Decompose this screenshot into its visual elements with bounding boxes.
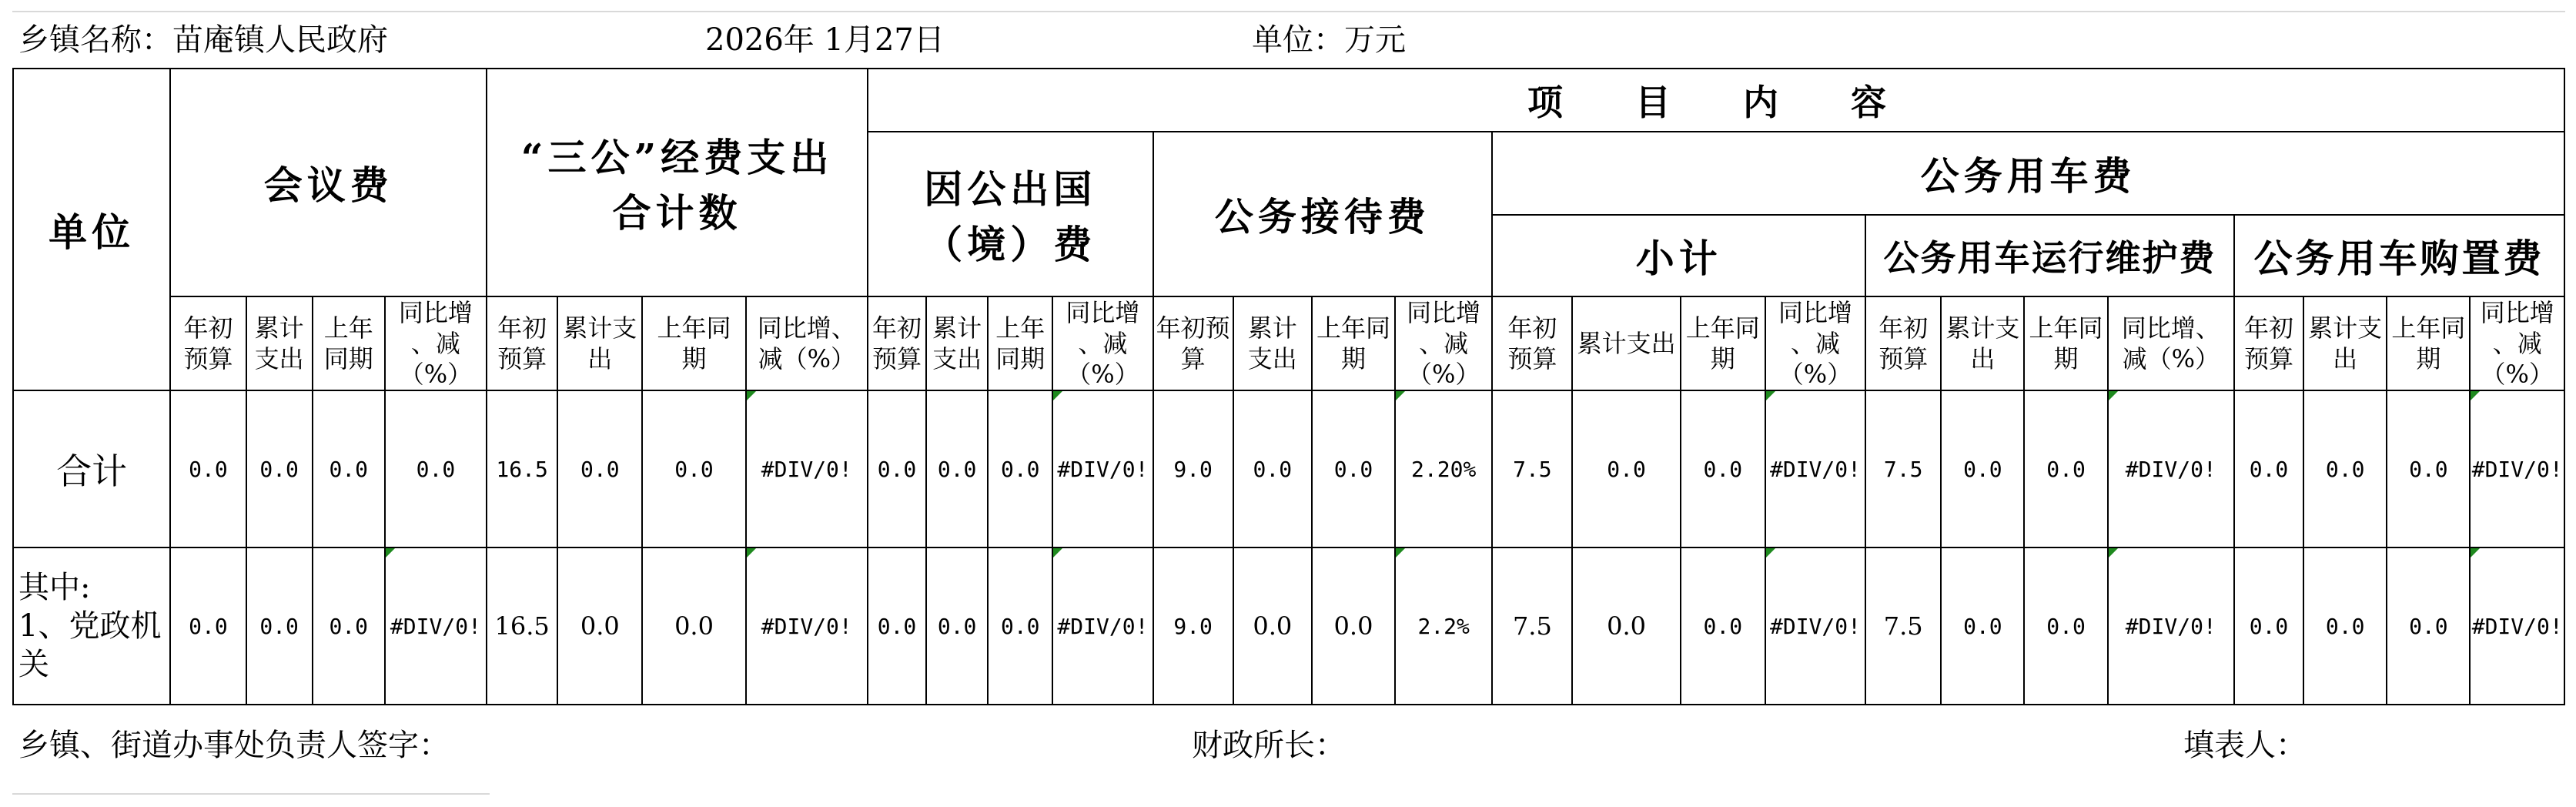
table-cell: 0.0 [1233, 547, 1312, 705]
column-subheader-line: 年初 [497, 313, 547, 343]
column-subheader-line: 累计 [254, 313, 304, 343]
column-subheader [868, 296, 926, 390]
column-subheader-line: 、减 [2492, 329, 2542, 358]
column-subheader [2303, 296, 2387, 390]
column-subheader [557, 296, 642, 390]
table-cell: #DIV/0! [1765, 390, 1865, 547]
table-cell: 9.0 [1153, 390, 1233, 547]
column-subheader [1941, 296, 2024, 390]
table-cell: 0.0 [1941, 390, 2024, 547]
table-cell: 16.5 [487, 390, 557, 547]
table-cell: 0.0 [2387, 390, 2470, 547]
table-cell: 0.0 [926, 547, 988, 705]
column-subheader-line: 同比增、 [2121, 313, 2220, 343]
column-subheader [1572, 296, 1680, 390]
column-subheader-line: 累计 [1247, 313, 1297, 343]
column-subheader-line: 算 [1180, 344, 1206, 373]
table-cell: 0.0 [1312, 390, 1395, 547]
table-cell: #DIV/0! [746, 390, 868, 547]
row-label-line3: 关 [18, 647, 49, 682]
column-subheader-line: 同比增、 [757, 313, 856, 343]
table-cell: #DIV/0! [1052, 547, 1153, 705]
table-cell: 0.0 [642, 547, 745, 705]
column-subheader-line: 年初 [2244, 313, 2294, 343]
column-subheader-line: （%） [1778, 360, 1852, 389]
column-subheader-line: 减（%） [758, 344, 855, 373]
expense-table [12, 68, 2565, 705]
column-subheader-line: （%） [1066, 360, 1139, 389]
column-subheader [2108, 296, 2234, 390]
table-cell: #DIV/0! [1052, 390, 1153, 547]
table-cell: 0.0 [246, 547, 313, 705]
column-subheader-line: 上年同 [1685, 313, 1760, 343]
table-cell: 2.20% [1395, 390, 1492, 547]
table-cell: 0.0 [246, 390, 313, 547]
abroad-header-line2: （境）费 [924, 222, 1097, 267]
row-label-line2: 1、党政机 [18, 608, 162, 644]
column-subheader [642, 296, 745, 390]
column-subheader-line: 期 [681, 344, 707, 373]
column-subheader-line: 同期 [995, 344, 1045, 373]
column-subheader-line: 出 [2333, 344, 2358, 373]
column-subheader-line: 出 [1970, 344, 1996, 373]
table-cell: 0.0 [2024, 547, 2107, 705]
column-subheader [1395, 296, 1492, 390]
column-subheader-line: （%） [2481, 360, 2554, 389]
table-cell: 0.0 [385, 390, 487, 547]
column-subheader [170, 296, 246, 390]
column-subheader-line: 上年 [995, 313, 1045, 343]
column-subheader-line: 上年同 [2391, 313, 2466, 343]
column-subheader-line: 期 [2053, 344, 2079, 373]
table-cell: 2.2% [1395, 547, 1492, 705]
table-cell: 0.0 [2234, 390, 2303, 547]
column-subheader-line: 上年 [323, 313, 373, 343]
row-label-total: 合计 [13, 390, 170, 547]
column-subheader-line: 期 [1710, 344, 1735, 373]
column-subheader [2024, 296, 2107, 390]
sangong-header-line1: “三公”经费支出 [520, 135, 834, 180]
column-subheader-line: 减（%） [2122, 344, 2220, 373]
signature-label: 乡镇、街道办事处负责人签字： [18, 728, 450, 763]
column-subheader-line: 累计支 [563, 313, 637, 343]
table-cell: 0.0 [926, 390, 988, 547]
row-label-line1: 其中: [18, 570, 91, 605]
column-subheader-line: 上年同 [657, 313, 731, 343]
column-subheader-line: （%） [399, 360, 473, 389]
column-subheader-line: 累计支 [1945, 313, 2020, 343]
table-cell: #DIV/0! [1765, 547, 1865, 705]
column-subheader-line: 年初 [1507, 313, 1557, 343]
column-subheader [1865, 296, 1941, 390]
column-subheader [746, 296, 868, 390]
report-date: 2026年 1月27日 [705, 22, 945, 58]
filler-label: 填表人： [2183, 728, 2307, 763]
table-cell: 0.0 [170, 390, 246, 547]
column-subheader-line: 支出 [932, 344, 982, 373]
project-content-header: 项 目 内 容 [868, 69, 2564, 132]
table-cell: 0.0 [2387, 547, 2470, 705]
finance-director-label: 财政所长： [1192, 728, 1346, 763]
township-label: 乡镇名称：苗庵镇人民政府 [18, 22, 388, 58]
table-cell: 0.0 [988, 390, 1052, 547]
sheet-bottom-edge [12, 793, 490, 795]
table-cell: #DIV/0! [2470, 547, 2564, 705]
column-subheader-line: 预算 [871, 344, 922, 373]
column-subheader-line: 出 [587, 344, 613, 373]
column-subheader [385, 296, 487, 390]
table-cell: 9.0 [1153, 547, 1233, 705]
table-cell: 7.5 [1865, 390, 1941, 547]
purchase-fee-header: 公务用车购置费 [2234, 215, 2564, 296]
table-cell: #DIV/0! [2108, 390, 2234, 547]
column-subheader [1681, 296, 1765, 390]
column-subheader-line: 预算 [1507, 344, 1557, 373]
column-subheader-line: 上年同 [2029, 313, 2103, 343]
column-subheader-line: 同期 [323, 344, 373, 373]
table-cell: #DIV/0! [2108, 547, 2234, 705]
column-subheader-line: 期 [2416, 344, 2441, 373]
column-subheader-line: 上年同 [1316, 313, 1390, 343]
column-subheader [1492, 296, 1572, 390]
table-cell: 0.0 [1572, 390, 1680, 547]
table-cell: 7.5 [1492, 390, 1572, 547]
column-subheader [2234, 296, 2303, 390]
table-cell: 0.0 [2303, 390, 2387, 547]
column-subheader-line: 、减 [410, 329, 460, 358]
column-subheader [1765, 296, 1865, 390]
column-subheader-line: 预算 [183, 344, 233, 373]
column-subheader [313, 296, 385, 390]
column-subheader-line: 、减 [1790, 329, 1840, 358]
table-cell: 0.0 [2234, 547, 2303, 705]
column-subheader-line: 同比增 [2480, 298, 2554, 327]
table-cell: 7.5 [1492, 547, 1572, 705]
abroad-fee-header [868, 132, 1153, 296]
table-row [13, 547, 2564, 705]
table-cell: 0.0 [642, 390, 745, 547]
table-cell: 0.0 [313, 547, 385, 705]
column-subheader [487, 296, 557, 390]
column-subheader [246, 296, 313, 390]
sangong-total-header [487, 69, 868, 296]
column-subheader-line: 年初预 [1156, 313, 1230, 343]
table-cell: 0.0 [170, 547, 246, 705]
column-subheader-line: 年初 [871, 313, 922, 343]
subtotal-header: 小计 [1492, 215, 1865, 296]
column-subheader [1312, 296, 1395, 390]
column-subheader [988, 296, 1052, 390]
table-cell: 0.0 [868, 390, 926, 547]
table-cell: 0.0 [2303, 547, 2387, 705]
subheader-row [13, 296, 2564, 390]
column-subheader [1233, 296, 1312, 390]
column-subheader-line: 累计支 [2308, 313, 2383, 343]
table-cell: 16.5 [487, 547, 557, 705]
column-subheader-line: 预算 [2244, 344, 2294, 373]
table-cell: 0.0 [313, 390, 385, 547]
column-subheader-line: （%） [1407, 360, 1480, 389]
column-subheader-line: 年初 [1878, 313, 1929, 343]
table-cell: 0.0 [1572, 547, 1680, 705]
table-row [13, 390, 2564, 547]
column-subheader-line: 同比增 [1778, 298, 1852, 327]
table-cell: 0.0 [1681, 547, 1765, 705]
table-cell: 0.0 [2024, 390, 2107, 547]
unit-header: 单位 [13, 69, 170, 390]
vehicle-fee-header: 公务用车费 [1492, 132, 2564, 215]
abroad-header-line1: 因公出国 [924, 166, 1097, 212]
table-cell: #DIV/0! [2470, 390, 2564, 547]
table-cell: #DIV/0! [746, 547, 868, 705]
table-cell: 0.0 [1681, 390, 1765, 547]
column-subheader-line: 累计支出 [1577, 329, 1676, 358]
table-cell: #DIV/0! [385, 547, 487, 705]
column-subheader-line: 支出 [254, 344, 304, 373]
column-subheader-line: 、减 [1419, 329, 1469, 358]
column-subheader-line: 累计 [932, 313, 982, 343]
table-cell: 0.0 [868, 547, 926, 705]
table-cell: 0.0 [557, 547, 642, 705]
maintenance-fee-header: 公务用车运行维护费 [1865, 215, 2234, 296]
column-subheader [2470, 296, 2564, 390]
meeting-fee-header: 会议费 [170, 69, 487, 296]
column-subheader-line: 预算 [497, 344, 547, 373]
column-subheader [926, 296, 988, 390]
column-subheader-line: 期 [1340, 344, 1366, 373]
table-cell: 0.0 [1941, 547, 2024, 705]
column-subheader [1153, 296, 1233, 390]
table-cell: 0.0 [988, 547, 1052, 705]
table-cell: 0.0 [557, 390, 642, 547]
column-subheader-line: 、减 [1078, 329, 1128, 358]
column-subheader [1052, 296, 1153, 390]
column-subheader [2387, 296, 2470, 390]
column-subheader-line: 年初 [183, 313, 233, 343]
column-subheader-line: 预算 [1878, 344, 1929, 373]
table-cell: 0.0 [1312, 547, 1395, 705]
table-cell: 0.0 [1233, 390, 1312, 547]
unit-label: 单位：万元 [1252, 22, 1406, 58]
table-cell: 7.5 [1865, 547, 1941, 705]
sangong-header-line2: 合计数 [612, 190, 742, 236]
column-subheader-line: 支出 [1247, 344, 1297, 373]
reception-fee-header: 公务接待费 [1153, 132, 1493, 296]
column-subheader-line: 同比增 [1407, 298, 1481, 327]
column-subheader-line: 同比增 [398, 298, 473, 327]
row-label-party [13, 547, 170, 705]
column-subheader-line: 同比增 [1066, 298, 1140, 327]
